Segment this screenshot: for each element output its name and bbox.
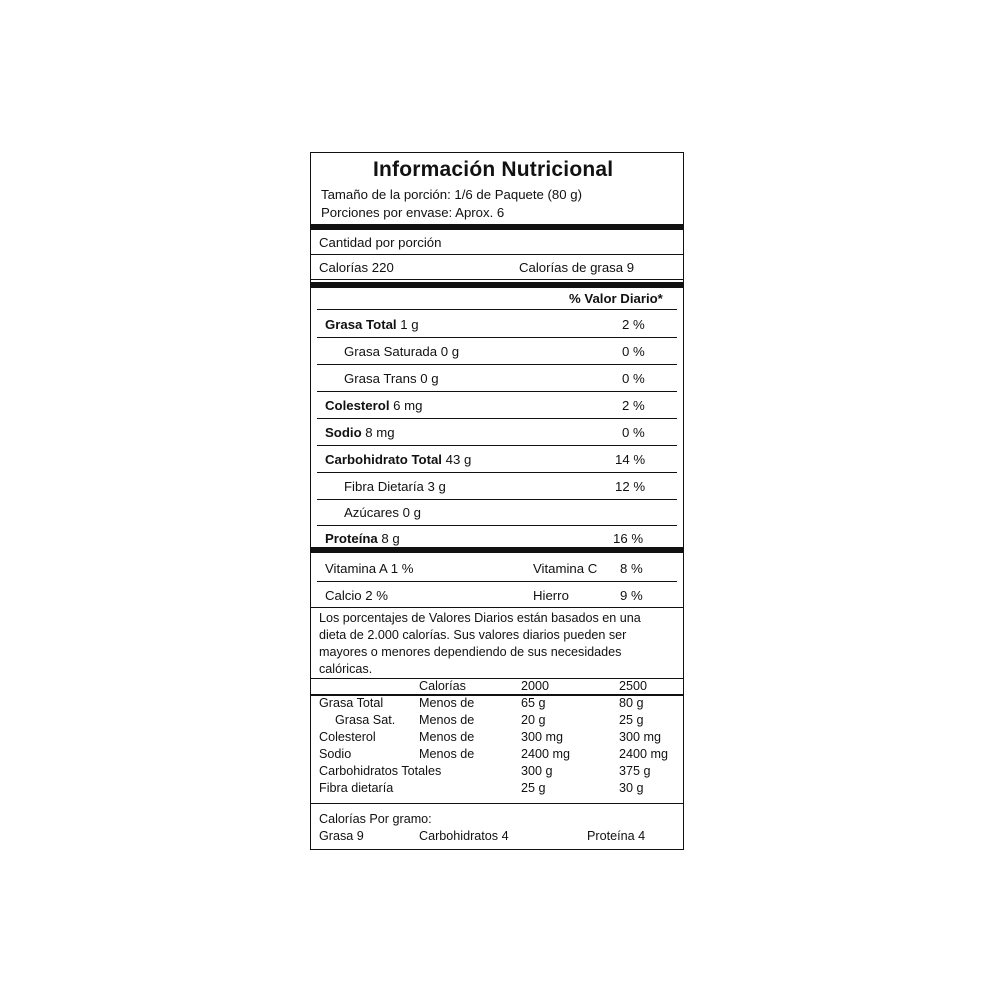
divider (317, 309, 677, 310)
divider (317, 418, 677, 419)
divider (317, 445, 677, 446)
ref-row-name: Fibra dietaría (319, 781, 394, 795)
calories: Calorías 220 (319, 260, 394, 275)
divider (311, 803, 683, 804)
ref-row-2500: 300 mg (619, 730, 662, 744)
nutrition-label (310, 152, 684, 850)
amount-per-serving: Cantidad por porción (319, 235, 442, 250)
nutrient-amount: 8 g (377, 531, 400, 546)
per-gram-label: Calorías Por gramo: (319, 812, 432, 826)
nutrient-dv: 2 % (622, 317, 645, 332)
nutrient-dv: 12 % (615, 479, 646, 494)
nutrient-amount: 1 g (396, 317, 419, 332)
ref-row-2000: 20 g (521, 713, 546, 727)
nutrient-row-total-fat (325, 317, 419, 332)
footnote-line: calóricas. (319, 662, 373, 676)
ref-row-2000: 65 g (521, 696, 546, 710)
divider (311, 254, 683, 255)
nutrient-name: Sodio (325, 425, 362, 440)
nutrient-dv: 0 % (622, 371, 645, 386)
nutrient-amount: 43 g (441, 452, 472, 467)
divider (317, 525, 677, 526)
divider (317, 472, 677, 473)
nutrient-row-sugars: Azúcares 0 g (344, 505, 421, 520)
ref-row-name: Grasa Total (319, 696, 384, 710)
ref-header-calories: Calorías (419, 679, 466, 693)
ref-row-name: Sodio (319, 747, 352, 761)
ref-row-qualifier: Menos de (419, 747, 475, 761)
divider (317, 499, 677, 500)
nutrient-name: Proteína (325, 531, 378, 546)
ref-row-2000: 2400 mg (521, 747, 571, 761)
calcium: Calcio 2 % (325, 588, 389, 603)
nutrient-row-fiber: Fibra Dietaría 3 g (344, 479, 446, 494)
footnote-line: mayores o menores dependiendo de sus necesidades (319, 645, 622, 659)
ref-row-name: Grasa Sat. (335, 713, 396, 727)
fat-calories: Calorías de grasa 9 (519, 260, 635, 275)
divider (311, 279, 683, 280)
nutrient-row-cholesterol (325, 398, 422, 413)
nutrient-row-trans-fat: Grasa Trans 0 g (344, 371, 439, 386)
vitamin-c-value: 8 % (620, 561, 643, 576)
nutrient-name: Colesterol (325, 398, 390, 413)
ref-row-2000: 300 g (521, 764, 553, 778)
nutrient-amount: 8 mg (361, 425, 395, 440)
nutrient-dv: 0 % (622, 344, 645, 359)
nutrient-dv: 0 % (622, 425, 645, 440)
divider (311, 607, 683, 608)
nutrient-name: Carbohidrato Total (325, 452, 442, 467)
ref-row-2000: 25 g (521, 781, 546, 795)
per-gram-protein: Proteína 4 (587, 829, 646, 843)
thick-divider (311, 282, 683, 288)
nutrient-dv: 14 % (615, 452, 646, 467)
nutrient-dv: 2 % (622, 398, 645, 413)
ref-row-qualifier: Menos de (419, 713, 475, 727)
vitamin-a: Vitamina A 1 % (325, 561, 414, 576)
servings-per-container: Porciones por envase: Aprox. 6 (321, 205, 505, 220)
thick-divider (311, 547, 683, 553)
nutrient-row-sodium (325, 425, 395, 440)
ref-row-2500: 80 g (619, 696, 644, 710)
ref-row-name: Colesterol (319, 730, 376, 744)
ref-row-name: Carbohidratos Totales (319, 764, 442, 778)
divider (317, 337, 677, 338)
nutrient-row-saturated-fat: Grasa Saturada 0 g (344, 344, 460, 359)
ref-header-2000: 2000 (521, 679, 550, 693)
divider (317, 391, 677, 392)
ref-header-2500: 2500 (619, 679, 648, 693)
divider (317, 581, 677, 582)
vitamin-c-label: Vitamina C (533, 561, 598, 576)
ref-row-2500: 375 g (619, 764, 651, 778)
ref-row-qualifier: Menos de (419, 730, 475, 744)
iron-value: 9 % (620, 588, 643, 603)
nutrient-dv: 16 % (613, 531, 644, 546)
ref-row-2500: 30 g (619, 781, 644, 795)
thick-divider (311, 224, 683, 230)
nutrient-name: Grasa Total (325, 317, 397, 332)
serving-size: Tamaño de la porción: 1/6 de Paquete (80 g) (321, 187, 582, 202)
dv-header: % Valor Diario* (569, 291, 663, 306)
ref-row-2500: 2400 mg (619, 747, 669, 761)
ref-row-qualifier: Menos de (419, 696, 475, 710)
nutrient-row-protein (325, 531, 400, 546)
ref-row-2500: 25 g (619, 713, 644, 727)
nutrient-amount: 6 mg (389, 398, 423, 413)
label-title: Información Nutricional (373, 158, 614, 181)
footnote-line: dieta de 2.000 calorías. Sus valores diarios pueden ser (319, 628, 627, 642)
divider (317, 364, 677, 365)
footnote-line: Los porcentajes de Valores Diarios están basados en una (319, 611, 641, 625)
iron-label: Hierro (533, 588, 569, 603)
nutrient-row-total-carbs (325, 452, 471, 467)
per-gram-fat: Grasa 9 (319, 829, 364, 843)
per-gram-carbs: Carbohidratos 4 (419, 829, 509, 843)
ref-row-2000: 300 mg (521, 730, 564, 744)
